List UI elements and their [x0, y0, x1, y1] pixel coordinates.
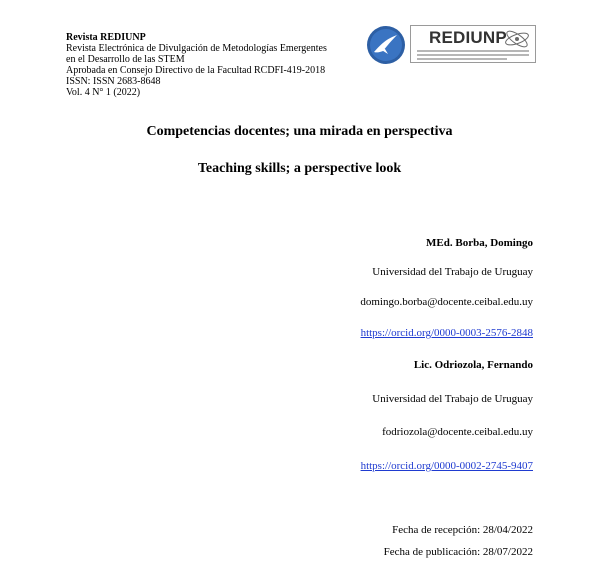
rediunp-logo: [410, 25, 536, 63]
journal-name: Revista REDIUNP: [66, 32, 146, 43]
journal-description: Revista Electrónica de Divulgación de Metodologías Emergentes: [66, 43, 327, 54]
received-date: Fecha de recepción: 28/04/2022: [392, 524, 533, 536]
journal-approval: Aprobada en Consejo Directivo de la Facultad RCDFI-419-2018: [66, 65, 326, 76]
author-affiliation: Universidad del Trabajo de Uruguay: [372, 266, 533, 278]
logo-text: REDIUNP: [429, 28, 507, 47]
author-orcid: [361, 460, 533, 473]
published-date: Fecha de publicación: 28/07/2022: [383, 546, 533, 558]
author-name: MEd. Borba, Domingo: [426, 237, 533, 249]
logo-subtitle-lines: [417, 50, 529, 62]
orcid-link[interactable]: https://orcid.org/0000-0002-2745-9407: [360, 460, 533, 472]
journal-volume: Vol. 4 N° 1 (2022): [66, 87, 141, 98]
author-orcid: [361, 327, 533, 340]
title-spanish: Competencias docentes; una mirada en perspectiva: [146, 124, 453, 139]
author-affiliation: Universidad del Trabajo de Uruguay: [372, 393, 533, 405]
journal-description-cont: en el Desarrollo de las STEM: [66, 54, 185, 65]
author-email: domingo.borba@docente.ceibal.edu.uy: [360, 296, 533, 308]
atom-icon: [503, 28, 533, 50]
institution-seal-icon: [366, 25, 406, 65]
author-email: fodriozola@docente.ceibal.edu.uy: [382, 426, 533, 438]
journal-issn: ISSN: ISSN 2683-8648: [66, 76, 161, 87]
orcid-link[interactable]: https://orcid.org/0000-0003-2576-2848: [360, 327, 533, 339]
journal-header: [66, 32, 327, 98]
author-name: Lic. Odriozola, Fernando: [413, 359, 533, 371]
title-english: Teaching skills; a perspective look: [197, 161, 402, 176]
